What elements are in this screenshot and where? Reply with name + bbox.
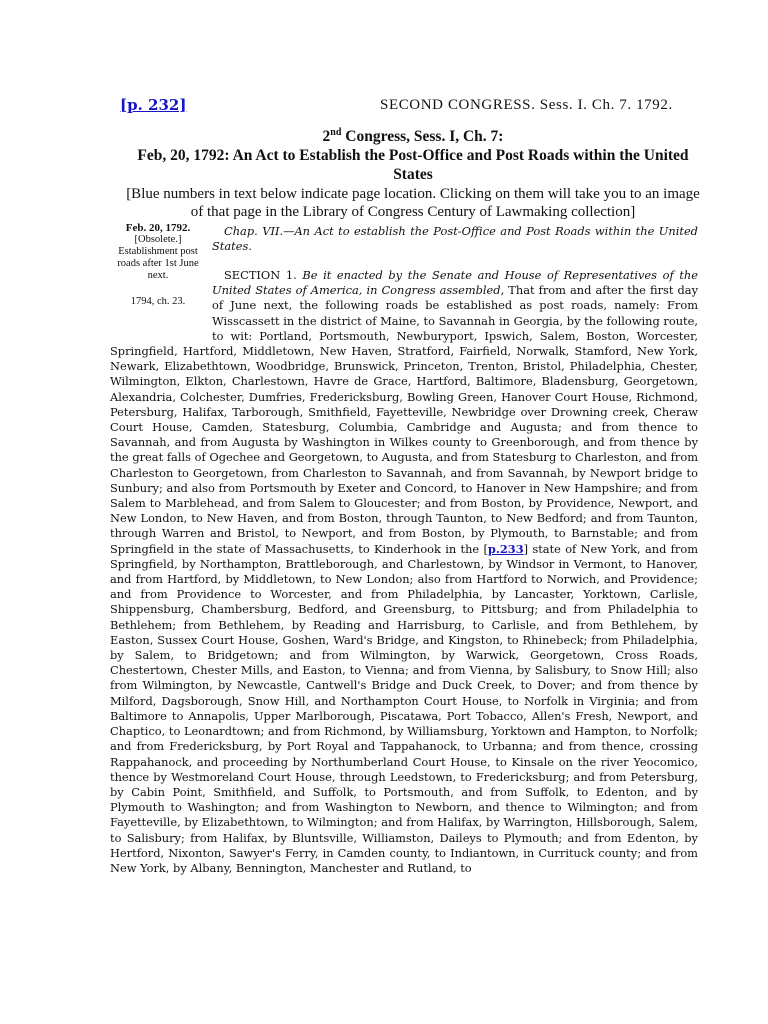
- chapter-title: —An Act to establish the Post-Office and Post Roads within the United States.: [212, 224, 698, 254]
- enacting-clause: Be it enacted by the Senate and House of Representatives of the United States of America, in Congress assembled,: [212, 268, 698, 298]
- congress-number: 2: [322, 128, 331, 145]
- page-233-link[interactable]: p.233: [487, 541, 524, 556]
- margin-note-spacer: [110, 268, 212, 344]
- margin-date: Feb. 20, 1792.: [125, 222, 191, 234]
- running-header: [0, 96, 768, 118]
- chapter-heading: [212, 224, 698, 254]
- margin-obsolete: [Obsolete.]: [134, 234, 182, 245]
- margin-citation: 1794, ch. 23.: [130, 296, 186, 307]
- section-text-part-1: That from and after the first day of June next, the following roads be established as post roads, namely: From Wisscassett in the district of Maine, to Savannah in Georgia, by the following route, to wit: Portland, Portsmouth, Newburyport, Ipswich, Salem, Boston, Worcester, Springfield, Hartford, Middletown, New Haven, Stratford, Fairfield, Norwalk, Stamford, New York, Newark, Elizabethtown, Woodbridge, Brunswick, Princeton, Trenton, Bristol, Philadelphia, Chester, Wilmington, Elkton, Charlestown, Havre de Grace, Hartford, Baltimore, Bladensburg, Georgetown, Alexandria, Colchester, Dumfries, Fredericksburg, Bowling Green, Hanover Court House, Richmond, Petersburg, Halifax, Tarborough, Smithfield, Fayetteville, Newbridge over Drowning creek, Cheraw Court House, Camden, Statesburg, Columbia, Cambridge and Augusta; and from thence to Savannah, and from Augusta by Washington in Wilkes county to Greenborough, and from thence by the great falls of Ogechee and Georgetown, to Augusta, and from Statesburg to Charleston, and from Charleston to Georgetown, from Charleston to Savannah, and from Savannah, by Newport bridge to Sunbury; and also from Portsmouth by Exeter and Concord, to Hanover in New Hampshire; and from Salem to Marblehead, and from Salem to Gloucester; and from Boston, by Providence, Newport, and New London, to New Haven, and from Boston, through Taunton, to New Bedford; and from Taunton, through Warren and Bristol, to Newport, and from Boston, by Plymouth, to Barnstable; and from Springfield in the state of Massachusetts, to Kinderhook in the [: [110, 283, 699, 556]
- margin-establishment: Establishment post roads after 1st June next.: [117, 246, 199, 281]
- section-text-part-2: ] state of New York, and from Springfield, by Northampton, Brattleborough, and Charlestown, by Windsor in Vermont, to Hanover, and from Hartford, by Middletown, to New London; also from Hartford to Norwich, and Providence; and from Providence to Worcester, and from Philadelphia, by Lancaster, Yorktown, Carlisle, Shippensburg, Chambersburg, Bedford, and Greensburg, to Pittsburg; and from Philadelphia to Bethlehem; from Bethlehem, by Reading and Harrisburg, to Carlisle, and from Bethlehem, by Easton, Sussex Court House, Goshen, Ward's Bridge, and Kingston, to Rhinebeck; from Philadelphia, by Salem, to Bridgetown; and from Wilmington, by Warwick, Georgetown, Cross Roads, Chestertown, Chester Mills, and Easton, to Vienna; and from Vienna, by Salisbury, to Snow Hill; also from Wilmington, by Newcastle, Cantwell's Bridge and Duck Creek, to Dover; and from thence by Milford, Dagsborough, Snow Hill, and Northampton Court House, to Norfolk in Virginia; and from Baltimore to Annapolis, Upper Marlborough, Piscatawa, Port Tobacco, Allen's Fresh, Newport, and Chaptico, to Leonardtown; and from Richmond, by Williamsburg, Yorktown and Hampton, to Norfolk; and from Fredericksburg, by Port Royal and Tappahanock, to Urbanna; and from thence, crossing Rappahanock, and proceeding by Northumberland Court House, to Kinsale on the river Yeocomico, thence by Westmoreland Court House, through Leedstown, to Fredericksburg; and from Petersburg, by Cabin Point, Smithfield, and Suffolk, to Portsmouth, and from Suffolk, to Edenton, and by Plymouth to Washington; and from Washington to Newborn, and thence to Wilmington; and from Fayetteville, by Elizabethtown, to Wilmington; and from Halifax, by Warrington, Hillsborough, Salem, to Salisbury; from Halifax, by Bluntsville, Williamston, Daileys to Plymouth; and from Edenton, by Hertford, Nixonton, Sawyer's Ferry, in Camden county, to Indiantown, in Currituck county; and from New York, by Albany, Bennington, Manchester and Rutland, to: [110, 541, 698, 875]
- page-232-link[interactable]: [p. 232]: [120, 96, 187, 114]
- page-location-note: [Blue numbers in text below indicate page location. Clicking on them will take you to an image of that page in the Library of Congress Century of Lawmaking collection]: [126, 186, 700, 220]
- title-block: [120, 128, 706, 221]
- ordinal-suffix: nd: [330, 126, 342, 138]
- chapter-label: Chap. VII.: [224, 224, 284, 238]
- session-chapter: Congress, Sess. I, Ch. 7:: [341, 128, 504, 145]
- act-title: Feb, 20, 1792: An Act to Establish the Post-Office and Post Roads within the United States: [137, 147, 689, 183]
- section-label: SECTION 1.: [224, 268, 303, 282]
- congress-session-title: [120, 128, 706, 146]
- section-1-paragraph: [110, 268, 698, 875]
- running-head-title: SECOND CONGRESS. Sess. I. Ch. 7. 1792.: [380, 97, 673, 113]
- section-1-body: [110, 268, 698, 876]
